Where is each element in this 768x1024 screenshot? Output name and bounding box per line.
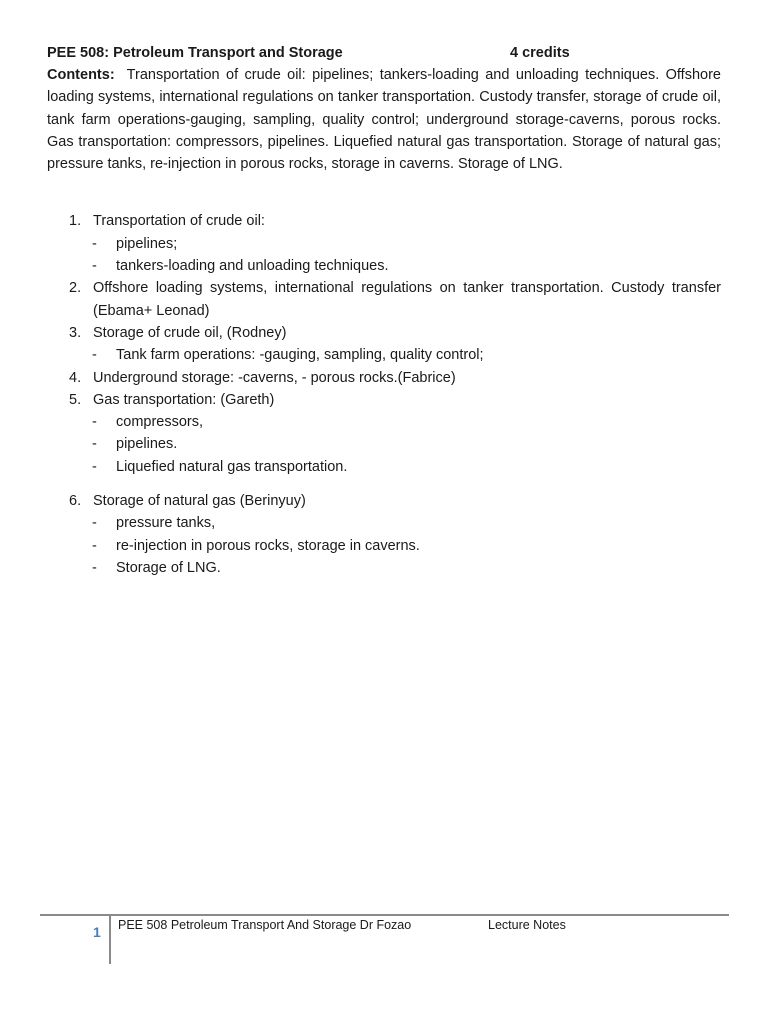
subtopic-text: pressure tanks, [116,515,216,532]
dash-bullet: - [92,414,97,431]
subtopic-item [47,535,721,557]
subtopic-text: pipelines; [116,235,178,252]
topic-number: 1. [69,213,82,230]
footer-label: Lecture Notes [488,918,566,932]
dash-bullet: - [92,559,97,576]
course-header [47,42,721,64]
footer-vertical-rule [109,916,111,964]
page-content [47,42,721,579]
dash-bullet: - [92,515,97,532]
contents-label: Contents: [47,67,115,83]
subtopic-item [47,557,721,579]
topic-item [47,490,721,579]
subtopic-text: pipelines. [116,436,178,453]
dash-bullet: - [92,235,97,252]
topic-text: Storage of natural gas (Berinyuy) [93,493,306,510]
contents-paragraph [47,64,721,175]
contents-text: Transportation of crude oil: pipelines; tankers-loading and unloading techniques. Offshore loading systems, international regulations on tanker transportation. Custody transfer, storage of crude oil, tank farm operations-gauging, sampling, quality control; underground storage-caverns, porous rocks. Gas transportation: compressors, pipelines. Liquefied natural gas transportation. Storage of natural gas; pressure tanks, re-injection in porous rocks, storage in caverns. Storage of LNG. [47,67,721,173]
topic-text: Offshore loading systems, international regulations on tanker transportation. Custody transfer (Ebama+ Leonad) [93,280,721,319]
topic-text: Storage of crude oil, (Rodney) [93,324,287,341]
topic-number: 4. [69,369,82,386]
topic-number: 5. [69,391,82,408]
footer-horizontal-rule [40,914,729,916]
topic-text: Underground storage: -caverns, - porous rocks.(Fabrice) [93,369,456,386]
topic-text: Transportation of crude oil: [93,213,265,230]
subtopic-item [47,512,721,534]
subtopic-item [47,456,721,478]
topic-item [47,367,721,389]
subtopic-list [93,411,721,478]
subtopic-text: Storage of LNG. [116,559,221,576]
topic-number: 3. [69,324,82,341]
subtopic-text: compressors, [116,414,204,431]
dash-bullet: - [92,258,97,275]
topic-number: 6. [69,493,82,510]
subtopic-list [93,512,721,579]
subtopic-list [93,233,721,278]
subtopic-item [47,344,721,366]
footer-course-text: PEE 508 Petroleum Transport And Storage Dr Fozao [118,918,412,932]
topic-item [47,210,721,277]
course-credits: 4 credits [510,45,570,61]
course-title: PEE 508: Petroleum Transport and Storage [47,45,343,61]
page-footer [40,914,729,964]
page-number: 1 [93,924,101,940]
dash-bullet: - [92,458,97,475]
subtopic-text: Liquefied natural gas transportation. [116,458,348,475]
subtopic-item [47,433,721,455]
subtopic-item [47,411,721,433]
subtopic-text: Tank farm operations: -gauging, sampling, quality control; [116,347,484,364]
subtopic-item [47,233,721,255]
topic-number: 2. [69,280,82,297]
subtopic-text: tankers-loading and unloading techniques. [116,258,389,275]
subtopic-item [47,255,721,277]
subtopic-text: re-injection in porous rocks, storage in caverns. [116,537,420,554]
topic-item [47,322,721,367]
dash-bullet: - [92,347,97,364]
topic-item [47,389,721,478]
topic-list [47,210,721,579]
topic-text: Gas transportation: (Gareth) [93,391,275,408]
subtopic-list [93,344,721,366]
topic-item [47,277,721,322]
dash-bullet: - [92,436,97,453]
dash-bullet: - [92,537,97,554]
